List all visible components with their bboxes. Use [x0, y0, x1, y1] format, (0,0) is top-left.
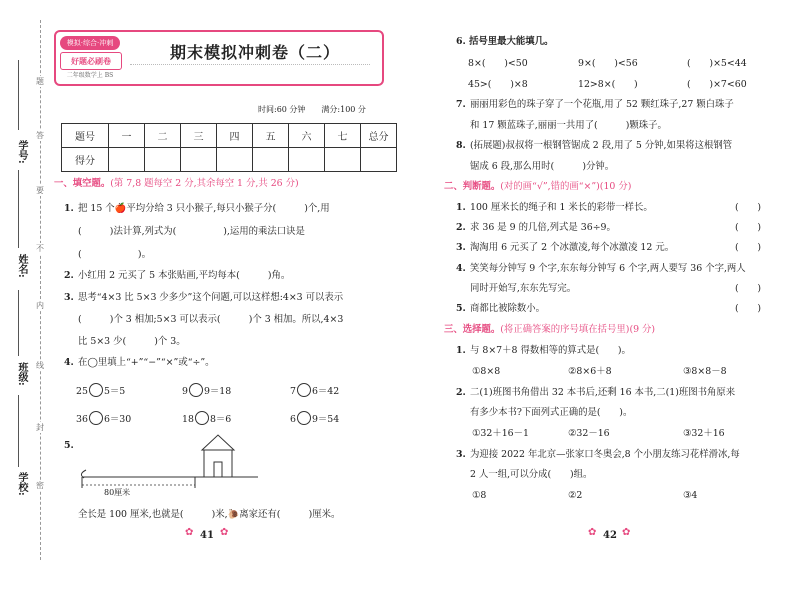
seal-char: 线	[36, 361, 44, 370]
choice-option[interactable]: ②8×6＋8	[568, 366, 612, 377]
score-header-cell: 题号	[62, 124, 109, 148]
house-door	[214, 462, 222, 477]
score-header-cell: 三	[181, 124, 217, 148]
judge-answer-bracket[interactable]: ( )	[735, 202, 762, 213]
q3-line: 思考“4×3 比 5×3 少多少”这个问题,可以这样想:4×3 可以表示	[78, 292, 344, 303]
judge-answer-bracket[interactable]: ( )	[735, 303, 762, 314]
choice-text: 2 人一组,可以分成( )组。	[470, 469, 593, 480]
section1-heading	[54, 178, 299, 190]
section3-heading	[444, 324, 655, 336]
section1-note: (第 7,8 题每空 2 分,其余每空 1 分,共 26 分)	[110, 178, 299, 189]
right-page	[400, 0, 800, 589]
page-title: 期末模拟冲刺卷（二）	[169, 43, 340, 62]
q4-item: 25 5＝5	[76, 383, 125, 398]
choice-option[interactable]: ③8×8－8	[683, 366, 727, 377]
time-score: 时间:60 分钟 满分:100 分	[258, 105, 366, 114]
operator-circle[interactable]	[297, 411, 311, 425]
q5-line: 全长是 100 厘米,也就是( )米,🐌离家还有( )厘米。	[78, 509, 341, 520]
seal-char: 题	[36, 77, 44, 86]
q2-number: 2.	[64, 270, 74, 281]
section2-heading	[444, 181, 631, 193]
choice-option[interactable]: ②2	[568, 490, 583, 501]
header-divider	[130, 64, 370, 65]
score-header-cell: 四	[217, 124, 253, 148]
judge-number: 1.	[456, 202, 466, 213]
score-row-label: 得分	[62, 148, 109, 172]
q6-title: 6. 括号里最大能填几。	[456, 36, 554, 47]
house-icon	[202, 435, 234, 450]
q5-number: 5.	[64, 440, 74, 451]
operator-circle[interactable]	[89, 411, 103, 425]
palm-icon: ✿	[185, 527, 194, 538]
judge-number: 3.	[456, 242, 466, 253]
choice-text: 二(1)班图书角借出 32 本书后,还剩 16 本书,二(1)班图书角原来	[470, 387, 736, 398]
score-cell[interactable]	[289, 148, 325, 172]
score-header-cell: 总分	[361, 124, 397, 148]
palm-icon: ✿	[220, 527, 229, 538]
score-cell[interactable]	[181, 148, 217, 172]
section3-title: 三、选择题。	[444, 324, 501, 335]
seal-char: 要	[36, 186, 44, 195]
school-field[interactable]	[18, 395, 20, 467]
house-wall	[204, 450, 232, 477]
q6-item: 45>( )×8	[468, 79, 528, 90]
choice-option[interactable]: ③32＋16	[683, 428, 725, 439]
judge-text: 淘淘用 6 元买了 2 个冰激凌,每个冰激凌 12 元。	[470, 242, 675, 253]
q8-line: (拓展题)叔叔将一根钢管锯成 2 段,用了 5 分钟,如果将这根钢管	[470, 140, 733, 151]
page-number-left: 41	[200, 530, 214, 541]
score-header-cell: 六	[289, 124, 325, 148]
choice-number: 2.	[456, 387, 466, 398]
score-cell[interactable]	[361, 148, 397, 172]
seal-char: 封	[36, 423, 44, 432]
choice-option[interactable]: ②32－16	[568, 428, 610, 439]
q4-item: 9 9＝18	[182, 383, 231, 398]
judge-number: 4.	[456, 263, 466, 274]
choice-option[interactable]: ③4	[683, 490, 698, 501]
q4-number: 4.	[64, 357, 74, 368]
choice-text: 为迎接 2022 年北京—张家口冬奥会,8 个小朋友练习花样滑冰,每	[470, 449, 740, 460]
choice-option[interactable]: ①32＋16－1	[472, 428, 529, 439]
page-number-right: 42	[603, 530, 617, 541]
q4-item: 6 9＝54	[290, 411, 339, 426]
q7-number: 7.	[456, 99, 466, 110]
seal-char: 不	[36, 244, 44, 253]
class-label: 班级:	[16, 362, 27, 386]
q3-line: ( )个 3 相加;5×3 可以表示( )个 3 相加。所以,4×3	[78, 314, 344, 325]
score-cell[interactable]	[253, 148, 289, 172]
choice-option[interactable]: ①8×8	[472, 366, 501, 377]
choice-text: 有多少本书?下面列式正确的是( )。	[470, 407, 633, 418]
operator-circle[interactable]	[189, 383, 203, 397]
series-badge: 模拟·综合·冲刺	[60, 36, 120, 50]
judge-number: 2.	[456, 222, 466, 233]
score-cell[interactable]	[217, 148, 253, 172]
score-table	[61, 123, 397, 172]
judge-answer-bracket[interactable]: ( )	[735, 283, 762, 294]
judge-text: 商都比被除数小。	[470, 303, 546, 314]
school-label: 学校:	[16, 472, 27, 496]
judge-text-line2: 同时开始写,东东先写完。	[470, 283, 577, 294]
seal-char: 内	[36, 301, 44, 310]
judge-text: 笑笑每分钟写 9 个字,东东每分钟写 6 个字,两人要写 36 个字,两人	[470, 263, 746, 274]
q6-item: ( )×7<60	[687, 79, 747, 90]
q4-item: 7 6＝42	[290, 383, 339, 398]
section3-note: (将正确答案的序号填在括号里)(9 分)	[500, 324, 656, 335]
score-cell[interactable]	[325, 148, 361, 172]
seal-dashed-line	[40, 20, 41, 560]
operator-circle[interactable]	[297, 383, 311, 397]
choice-text: 与 8×7＋8 得数相等的算式是( )。	[470, 345, 631, 356]
choice-number: 1.	[456, 345, 466, 356]
q3-number: 3.	[64, 292, 74, 303]
q6-item: 9×( )<56	[578, 58, 638, 69]
student-id-label: 学号:	[16, 140, 27, 164]
score-cell[interactable]	[109, 148, 145, 172]
section1-title: 一、填空题。	[54, 178, 111, 189]
score-header-cell: 一	[109, 124, 145, 148]
q4-item: 18 8＝6	[182, 411, 231, 426]
q8-line: 锯成 6 段,那么用时( )分钟。	[470, 161, 615, 172]
q3-line: 比 5×3 少( )个 3。	[78, 336, 186, 347]
score-header-cell: 七	[325, 124, 361, 148]
q4-item: 36 6＝30	[76, 411, 131, 426]
judge-text: 100 厘米长的绳子和 1 米长的彩带一样长。	[470, 202, 653, 213]
palm-icon: ✿	[622, 527, 631, 538]
q2-line: 小红用 2 元买了 5 本张贴画,平均每本( )角。	[78, 270, 291, 281]
path-house-illustration	[60, 430, 280, 500]
q4-line: 在◯里填上“+”“−”“×”或“÷”。	[78, 357, 215, 368]
class-field[interactable]	[18, 290, 20, 356]
q6-item: 8×( )<50	[468, 58, 528, 69]
q6-item: ( )×5<44	[687, 58, 747, 69]
judge-text: 求 36 是 9 的几倍,列式是 36÷9。	[470, 222, 616, 233]
student-id-field[interactable]	[18, 60, 20, 130]
score-table-score-row	[62, 148, 397, 172]
q7-line: 和 17 颗蓝珠子,丽丽一共用了( )颗珠子。	[470, 120, 667, 131]
choice-number: 3.	[456, 449, 466, 460]
operator-circle[interactable]	[89, 383, 103, 397]
q8-number: 8.	[456, 140, 466, 151]
score-header-cell: 五	[253, 124, 289, 148]
palm-icon: ✿	[588, 527, 597, 538]
grade-label: 二年级数学上 BS	[66, 72, 114, 79]
seal-char: 密	[36, 481, 44, 490]
score-cell[interactable]	[145, 148, 181, 172]
measure-label: 80厘米	[104, 488, 131, 497]
section2-note: (对的画“√”,错的画“×”)(10 分)	[500, 181, 632, 192]
q1-line: ( )法计算,列式为( ),运用的乘法口诀是	[78, 226, 305, 237]
name-field[interactable]	[18, 170, 20, 248]
judge-answer-bracket[interactable]: ( )	[735, 242, 762, 253]
judge-number: 5.	[456, 303, 466, 314]
judge-answer-bracket[interactable]: ( )	[735, 222, 762, 233]
operator-circle[interactable]	[195, 411, 209, 425]
q7-line: 丽丽用彩色的珠子穿了一个花瓶,用了 52 颗红珠子,27 颗白珠子	[470, 99, 734, 110]
score-table-header-row	[62, 124, 397, 148]
q6-item: 12>8×( )	[578, 79, 638, 90]
q1-number: 1.	[64, 203, 74, 214]
series-name: 好题必刷卷	[60, 52, 122, 70]
seal-char: 答	[36, 131, 44, 140]
score-header-cell: 二	[145, 124, 181, 148]
name-label: 姓名:	[16, 254, 27, 278]
section2-title: 二、判断题。	[444, 181, 501, 192]
choice-option[interactable]: ①8	[472, 490, 487, 501]
q1-line: ( )。	[78, 249, 151, 260]
q1-line: 把 15 个🍎平均分给 3 只小猴子,每只小猴子分( )个,用	[78, 203, 330, 214]
